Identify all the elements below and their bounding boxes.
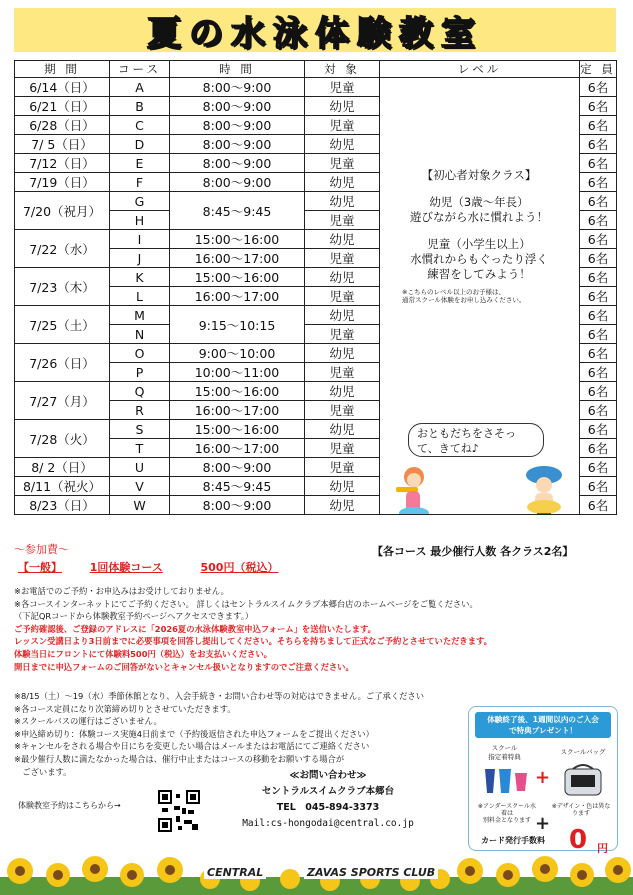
cell-course: Q [110,382,170,401]
cell-date: 7/26（日） [15,344,110,382]
level-child-title: 児童（小学生以上） [427,237,531,251]
header-course: コース [110,61,170,78]
note-line: ※申込締め切り：体験コース実施4日前まで（予約後返信された申込フォームをご提出ください） [14,728,374,739]
cell-capacity: 6名 [580,268,617,287]
qr-code-icon[interactable] [158,790,200,832]
fee-kind: 【一般】 [18,561,62,574]
contact-tel: TEL 045-894-3373 [276,802,380,813]
cell-time: 16:00〜17:00 [170,287,305,306]
cell-date: 7/27（月） [15,382,110,420]
cell-capacity: 6名 [580,230,617,249]
cell-course: A [110,78,170,97]
card-fee-zero: 0 [569,825,588,855]
cell-capacity: 6名 [580,116,617,135]
cell-date: 6/21（日） [15,97,110,116]
promo-item1-label: スクール [491,744,518,752]
cell-time: 8:45〜9:45 [170,192,305,230]
promo-item1-sub: 指定着特典 [488,753,521,761]
cell-time: 10:00〜11:00 [170,363,305,382]
promo-box [468,706,618,855]
cell-target: 幼児 [305,192,380,211]
cell-date: 7/22（水） [15,230,110,268]
table-header-row [15,61,617,78]
cell-time: 9:15〜10:15 [170,306,305,344]
promo-heading-1: 体験終了後、1週間以内のご入会 [487,715,599,724]
cell-date: 8/ 2（日） [15,458,110,477]
promo-heading [475,712,611,738]
cell-course: D [110,135,170,154]
header-time: 時 間 [170,61,305,78]
cell-capacity: 6名 [580,154,617,173]
boy-dolphin-illustration [518,463,566,515]
cell-capacity: 6名 [580,401,617,420]
level-note [394,288,564,304]
cell-time: 8:00〜9:00 [170,154,305,173]
cell-time: 8:45〜9:45 [170,477,305,496]
cell-course: C [110,116,170,135]
fee-line [18,559,278,575]
contact-name: セントラルスイムクラブ本郷台 [261,786,395,797]
fee-title: 〜参加費〜 [14,543,69,556]
fee-course: 1回体験コース [89,561,163,574]
cell-capacity: 6名 [580,382,617,401]
promo-caption-1 [475,803,539,824]
level-description [394,168,564,304]
cell-date: 6/14（日） [15,78,110,97]
cell-target: 幼児 [305,230,380,249]
cell-course: U [110,458,170,477]
cell-course: O [110,344,170,363]
cell-capacity: 6名 [580,78,617,97]
note-line: ※キャンセルをされる場合や日にちを変更したい場合はメールまたはお電話にてご連絡ください [14,741,370,752]
cell-time: 16:00〜17:00 [170,401,305,420]
cell-capacity: 6名 [580,135,617,154]
cell-time: 15:00〜16:00 [170,420,305,439]
cell-capacity: 6名 [580,458,617,477]
level-cell [380,78,580,515]
cell-date: 7/25（土） [15,306,110,344]
cell-time: 16:00〜17:00 [170,249,305,268]
cell-course: F [110,173,170,192]
cell-target: 幼児 [305,135,380,154]
note-line: ※各コースインターネットにてご予約ください。 詳しくはセントラルスイムクラブ本郷台店のホームページをご覧ください。 [14,598,478,609]
girl-swimmer-illustration [394,463,434,515]
cell-course: P [110,363,170,382]
swimwear-icon [481,765,531,797]
note-line: ※お電話でのご予約・お申込みはお受けしておりません。 [14,586,229,596]
note-red-line: 開日までに申込フォームのご回答がないとキャンセル扱いとなりますのでご注意ください。 [14,661,354,672]
page-title: 夏の水泳体験教室 [147,13,483,54]
central-logo: CENTRAL [204,866,266,879]
cell-time: 8:00〜9:00 [170,97,305,116]
cell-course: T [110,439,170,458]
card-fee-yen: 円 [597,842,608,855]
cell-capacity: 6名 [580,439,617,458]
cell-course: L [110,287,170,306]
cell-time: 15:00〜16:00 [170,268,305,287]
promo-caption-1b: 別料金となります [482,817,531,824]
cell-time: 9:00〜10:00 [170,344,305,363]
note-line: ※各コース定員になり次第締め切りとさせていただきます。 [14,703,236,714]
cell-target: 児童 [305,211,380,230]
contact-heading: ≪お問い合わせ≫ [289,770,367,781]
promo-caption-2: ※デザイン・色は異なります [551,803,611,817]
cell-course: G [110,192,170,211]
cell-time: 8:00〜9:00 [170,173,305,192]
cell-target: 児童 [305,116,380,135]
card-fee-label: カード発行手数料 [481,836,545,845]
cell-capacity: 6名 [580,344,617,363]
cell-target: 幼児 [305,420,380,439]
cell-target: 児童 [305,78,380,97]
cell-capacity: 6名 [580,192,617,211]
cell-target: 児童 [305,458,380,477]
promo-item-swimwear [477,743,532,761]
cell-target: 児童 [305,287,380,306]
cell-target: 児童 [305,325,380,344]
school-bag-icon [559,761,607,799]
logo-bar [200,864,450,884]
note-line: ※スクールバスの運行はございません。 [14,716,162,727]
cell-time: 8:00〜9:00 [170,78,305,97]
title-banner [14,8,616,52]
note-red-line: レッスン受講日より3日前までに必要事項を回答し提出してください。そちらを持ちまして正式なご予約とさせていただきます。 [14,636,492,647]
cell-target: 児童 [305,154,380,173]
header-target: 対 象 [305,61,380,78]
header-period: 期 間 [15,61,110,78]
cell-capacity: 6名 [580,325,617,344]
level-heading: 【初心者対象クラス】 [421,168,537,182]
cell-time: 8:00〜9:00 [170,116,305,135]
promo-heading-2: で特典プレゼント！ [508,726,578,735]
level-child-text2: 練習をしてみよう！ [427,267,531,281]
header-capacity: 定 員 [580,62,616,76]
cell-capacity: 6名 [580,477,617,496]
note-line: ございます。 [14,766,72,777]
cell-target: 幼児 [305,477,380,496]
cell-course: J [110,249,170,268]
table-row [15,78,617,97]
cell-date: 7/12（日） [15,154,110,173]
cell-date: 8/23（日） [15,496,110,515]
cell-target: 幼児 [305,173,380,192]
cell-capacity: 6名 [580,306,617,325]
cell-course: H [110,211,170,230]
cell-capacity: 6名 [580,249,617,268]
cell-target: 幼児 [305,344,380,363]
contact-block [208,768,448,832]
cell-capacity: 6名 [580,211,617,230]
cell-course: W [110,496,170,515]
cell-capacity: 6名 [580,97,617,116]
cell-time: 8:00〜9:00 [170,135,305,154]
cell-capacity: 6名 [580,420,617,439]
cell-course: N [110,325,170,344]
cell-target: 幼児 [305,97,380,116]
plus-icon: + [535,767,551,788]
cell-course: E [110,154,170,173]
qr-label: 体験教室予約はこちらから→ [18,801,121,810]
cell-target: 児童 [305,439,380,458]
level-infant-text: 遊びながら水に慣れよう！ [410,210,548,224]
cell-date: 6/28（日） [15,116,110,135]
cell-course: R [110,401,170,420]
cell-capacity: 6名 [580,363,617,382]
note-line: ※最少催行人数に満たなかった場合は、催行中止またはコースの移動をお願いする場合が [14,753,345,764]
cell-time: 15:00〜16:00 [170,230,305,249]
cell-date: 7/ 5（日） [15,135,110,154]
note-line: ※8/15（土）〜19（水）季節休館となり、入会手続き・お問い合わせ等の対応はできません。ご了承ください [14,691,425,701]
promo-caption-1a: ※アンダースクール水着は [477,803,537,817]
cell-date: 8/11（祝火） [15,477,110,496]
cell-date: 7/20（祝月） [15,192,110,230]
schedule-table [14,60,617,515]
level-note-2: 通常スクール体験をお申し込みください。 [402,296,526,304]
contact-mail: Mail:cs-hongodai@central.co.jp [242,818,414,829]
note-red-line: ご予約確認後、ご登録のアドレスに「2026夏の水泳体験教室申込フォーム」を送信いたします。 [14,623,376,634]
level-child-text1: 水慣れからもぐったり浮く [410,252,548,266]
level-infant-title: 幼児（3歳〜年長） [429,195,529,209]
cell-course: B [110,97,170,116]
cell-target: 幼児 [305,306,380,325]
cell-target: 児童 [305,363,380,382]
header-level: レベル [380,61,580,78]
cell-time: 16:00〜17:00 [170,439,305,458]
note-red-line: 体験当日にフロントにて体験料500円（税込）をお支払いください。 [14,648,272,659]
note-line: （下記QRコードから体験教室予約ページへアクセスできます。） [14,611,254,622]
cell-time: 15:00〜16:00 [170,382,305,401]
cell-time: 8:00〜9:00 [170,496,305,515]
level-note-1: ※こちらのレベル以上のお子様は、 [402,288,505,296]
notes-block-2 [14,690,464,778]
speech-bubble: おともだちをさそって、きてね♪ [408,423,544,457]
cell-capacity: 6名 [580,496,617,515]
promo-item2-label: スクールバッグ [560,748,606,756]
cell-time: 8:00〜9:00 [170,458,305,477]
cell-course: I [110,230,170,249]
plus-icon: + [535,813,551,834]
cell-target: 児童 [305,249,380,268]
cell-course: V [110,477,170,496]
cell-course: S [110,420,170,439]
cell-target: 幼児 [305,382,380,401]
cell-course: M [110,306,170,325]
cell-capacity: 6名 [580,173,617,192]
cell-course: K [110,268,170,287]
cell-date: 7/19（日） [15,173,110,192]
cell-capacity: 6名 [580,287,617,306]
min-people-note: 【各コース 最少催行人数 各クラス2名】 [372,545,574,558]
cell-target: 幼児 [305,268,380,287]
cell-date: 7/23（木） [15,268,110,306]
fee-price: 500円（税込） [200,561,279,574]
cell-target: 児童 [305,401,380,420]
zavas-logo: ZAVAS SPORTS CLUB [304,866,438,879]
cell-date: 7/28（火） [15,420,110,458]
notes-block [14,585,614,673]
cell-target: 幼児 [305,496,380,515]
